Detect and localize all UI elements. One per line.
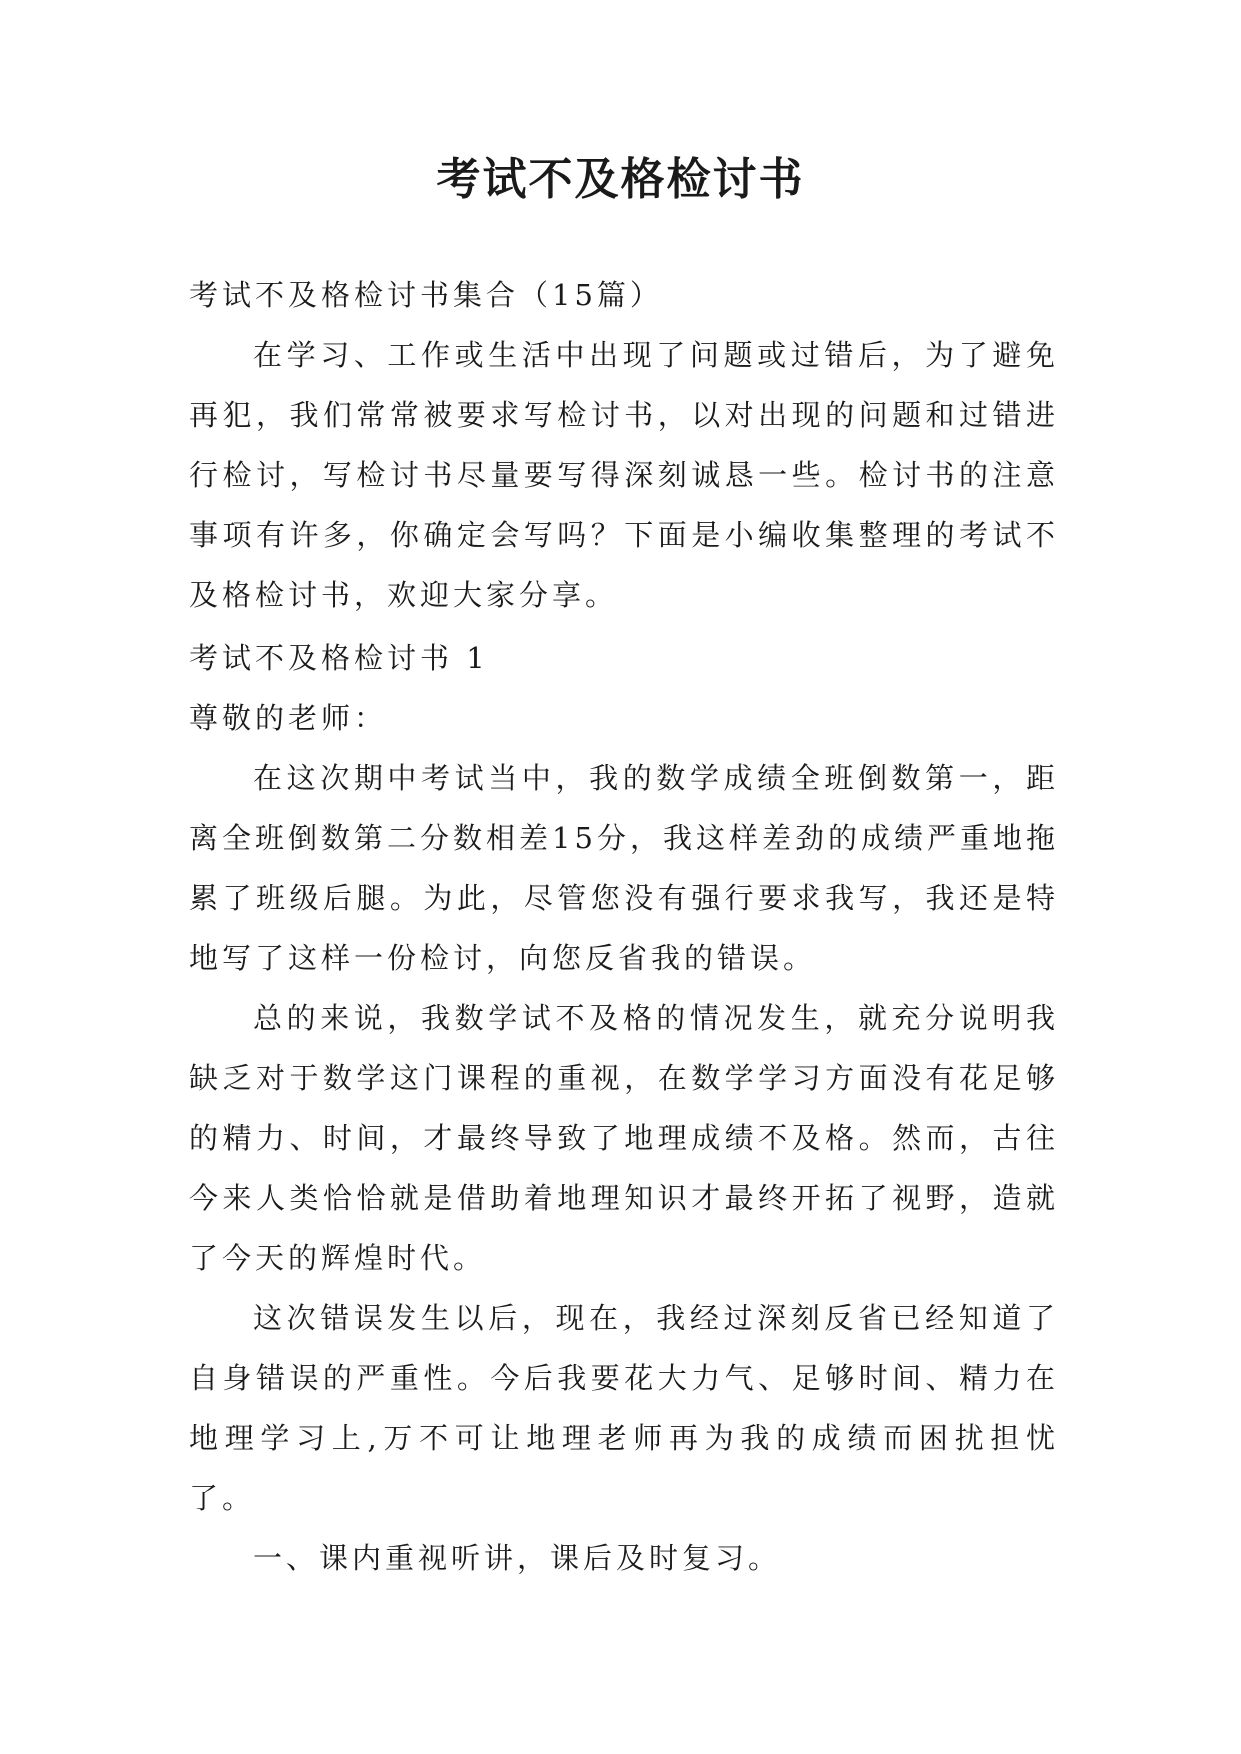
salutation: 尊敬的老师： xyxy=(189,701,388,735)
body-paragraph-2: 总的来说，我数学试不及格的情况发生，就充分说明我缺乏对于数学这门课程的重视，在数学学习方面没有花足够的精力、时间，才最终导致了地理成绩不及格。然而，古往今来人类恰恰就是借助着地理知识才最终开拓了视野，造就了今天的辉煌时代。 xyxy=(189,1001,1059,1275)
intro-paragraph: 在学习、工作或生活中出现了问题或过错后，为了避免再犯，我们常常被要求写检讨书，以对出现的问题和过错进行检讨，写检讨书尽量要写得深刻诚恳一些。检讨书的注意事项有许多，你确定会写吗？下面是小编收集整理的考试不及格检讨书，欢迎大家分享。 xyxy=(189,338,1059,612)
body-paragraph-4: 一、课内重视听讲，课后及时复习。 xyxy=(253,1541,782,1575)
document-subtitle: 考试不及格检讨书集合（15篇） xyxy=(189,278,663,312)
body-paragraph-3: 这次错误发生以后，现在，我经过深刻反省已经知道了自身错误的严重性。今后我要花大力气、足够时间、精力在地理学习上,万不可让地理老师再为我的成绩而困扰担忧了。 xyxy=(189,1301,1059,1515)
document-body-top xyxy=(189,265,1059,625)
document-title: 考试不及格检讨书 xyxy=(436,154,805,205)
document-body-main xyxy=(189,628,1059,1588)
body-paragraph-1: 在这次期中考试当中，我的数学成绩全班倒数第一，距离全班倒数第二分数相差15分，我这样差劲的成绩严重地拖累了班级后腿。为此，尽管您没有强行要求我写，我还是特地写了这样一份检讨，向您反省我的错误。 xyxy=(189,761,1059,975)
section-heading: 考试不及格检讨书 1 xyxy=(189,641,489,675)
